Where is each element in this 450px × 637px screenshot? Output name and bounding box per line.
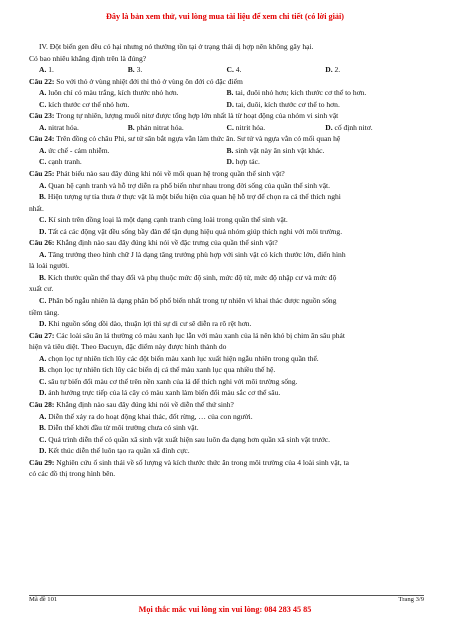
question-27-cont: hiện và tiêu diệt. Theo Đacuyn, đặc điểm này được hình thành do xyxy=(29,342,227,352)
question-24: Câu 24: Trên đồng cỏ châu Phi, sư tử săn bắt ngựa vằn làm thức ăn. Sư tử và ngựa vằn có mối quan hệ xyxy=(29,134,341,144)
q25-option-c: C. Kí sinh trên đồng loại là một dạng cạnh tranh cùng loài trong quần thể sinh vật. xyxy=(39,215,288,225)
q27-option-b: B. chọn lọc tự nhiên tích lũy các biến dị cá thể màu xanh lục qua nhiều thế hệ. xyxy=(39,365,276,375)
q24-options-row2 xyxy=(29,156,424,168)
question-25: Câu 25: Phát biểu nào sau đây đúng khi nói về mối quan hệ trong quần thể sinh vật? xyxy=(29,169,285,179)
option-d: D. 2. xyxy=(325,65,341,75)
header-banner: Đây là bản xem thử, vui lòng mua tài liệu để xem chi tiết (có lời giải) xyxy=(105,12,344,21)
q23-option-d: D. cố định nitơ. xyxy=(325,122,373,132)
q24-option-a: A. ức chế - cảm nhiễm. xyxy=(39,145,110,155)
q22-option-d: D. tai, đuôi, kích thước cơ thể to hơn. xyxy=(226,99,340,109)
page-content xyxy=(29,41,424,480)
q25-option-a: A. Quan hệ cạnh tranh và hỗ trợ diễn ra phổ biến như nhau trong đời sống của quần thể sinh vật. xyxy=(39,180,331,190)
statement-iv: IV. Đột biến gen đều có hại nhưng nó thường tồn tại ở trạng thái dị hợp nên không gây hại. xyxy=(39,42,314,51)
q23-option-b: B. phản nitrat hóa. xyxy=(127,122,184,132)
q22-option-b: B. tai, đuôi nhỏ hơn; kích thước cơ thể to hơn. xyxy=(226,88,367,98)
intro-options xyxy=(29,64,424,76)
q26-option-b-cont: xuất cư. xyxy=(29,284,54,294)
q25-option-d: D. Tất cả các động vật đều sống bầy đàn để tận dụng hiệu quả nhóm giúp thích nghi với môi trường. xyxy=(39,226,343,236)
q26-option-c: C. Phân bố ngẫu nhiên là dạng phân bố phổ biến nhất trong tự nhiên vì khai thác được nguồn sống xyxy=(39,296,337,306)
q27-option-a: A. chọn lọc tự nhiên tích lũy các đột biến màu xanh lục xuất hiện ngẫu nhiên trong quần thể. xyxy=(39,353,319,363)
option-b: B. 3. xyxy=(127,65,143,75)
option-c: C. 4. xyxy=(226,65,242,75)
question-29-cont: có các đồ thị trong hình bên. xyxy=(29,469,116,479)
footer-banner: Mọi thắc mắc vui lòng xin vui lòng: 084 283 45 85 xyxy=(138,605,312,614)
question-23: Câu 23: Trong tự nhiên, lượng muối nitơ được tổng hợp lớn nhất là từ hoạt động của nhóm vi sinh vật xyxy=(29,111,339,121)
q22-option-c: C. kích thước cơ thể nhỏ hơn. xyxy=(39,99,130,109)
question-27: Câu 27: Các loài sâu ăn lá thường có màu xanh lục lẫn với màu xanh của lá nên khó bị chim ăn sâu phát xyxy=(29,330,345,340)
q23-options xyxy=(29,122,424,134)
question-prompt: Có bao nhiêu khẳng định trên là đúng? xyxy=(29,53,147,63)
q24-option-d: D. hợp tác. xyxy=(226,157,260,167)
q24-options-row1 xyxy=(29,145,424,157)
q28-option-a: A. Diễn thế xảy ra do hoạt động khai thác, đốt rừng, … của con người. xyxy=(39,411,253,421)
q22-option-a: A. luôn chỉ có màu trắng, kích thước nhỏ hơn. xyxy=(39,88,179,98)
q26-option-b: B. Kích thước quần thể thay đổi và phụ thuộc mức độ sinh, mức độ tử, mức độ nhập cư và mức độ xyxy=(39,272,337,282)
q25-option-b: B. Hiện tượng tự tỉa thưa ở thực vật là một biểu hiện của quan hệ hỗ trợ để chọn ra cá thể thích nghi xyxy=(39,192,341,202)
q28-option-b: B. Diễn thế khởi đầu từ môi trường chưa có sinh vật. xyxy=(39,423,199,433)
q26-option-a-cont: là loài người. xyxy=(29,261,70,271)
question-28: Câu 28: Khẳng định nào sau đây đúng khi nói về diễn thế thứ sinh? xyxy=(29,399,234,409)
q26-option-c-cont: tiềm tàng. xyxy=(29,307,60,317)
q25-option-b-cont: nhất. xyxy=(29,203,44,213)
exam-code: Mã đề 101 xyxy=(29,596,58,603)
q27-option-c: C. sâu tự biến đổi màu cơ thể trên nền xanh của lá để thích nghi với môi trường sống. xyxy=(39,376,298,386)
q22-options-row1 xyxy=(29,87,424,99)
q26-option-d: D. Khi nguồn sống dồi dào, thuận lợi thì sự di cư sẽ diễn ra rõ rệt hơn. xyxy=(39,319,252,329)
q22-options-row2 xyxy=(29,99,424,111)
q23-option-a: A. nitrat hóa. xyxy=(39,122,79,132)
q23-option-c: C. nitrit hóa. xyxy=(226,122,266,132)
q24-option-b: B. sinh vật này ăn sinh vật khác. xyxy=(226,145,325,155)
footer-divider xyxy=(29,595,424,596)
option-a: A. 1. xyxy=(39,65,54,75)
question-29: Câu 29: Nghiên cứu ổ sinh thái về số lượng và kích thước thức ăn trong môi trường của 4 loài sinh vật, ta xyxy=(29,457,350,467)
q24-option-c: C. cạnh tranh. xyxy=(39,157,82,167)
q26-option-a: A. Tăng trưởng theo hình chữ J là dạng tăng trưởng phù hợp với sinh vật có kích thước lớn, điển hình xyxy=(39,249,346,259)
question-26: Câu 26: Khẳng định nào sau đây đúng khi nói về đặc trưng của quần thể sinh vật? xyxy=(29,238,278,248)
q27-option-d: D. ảnh hưởng trực tiếp của lá cây có màu xanh làm biến đổi màu sắc cơ thể sâu. xyxy=(39,388,281,398)
page-number: Trang 3/9 xyxy=(398,596,424,603)
q28-option-c: C. Quá trình diễn thế có quần xã sinh vật xuất hiện sau luôn đa dạng hơn quần xã sinh vật trước. xyxy=(39,434,331,444)
question-22: Câu 22: So với thỏ ở vùng nhiệt đới thì thỏ ở vùng ôn đới có đặc điểm xyxy=(29,76,243,86)
q28-option-d: D. Kết thúc diễn thế luôn tạo ra quần xã đỉnh cực. xyxy=(39,446,190,456)
